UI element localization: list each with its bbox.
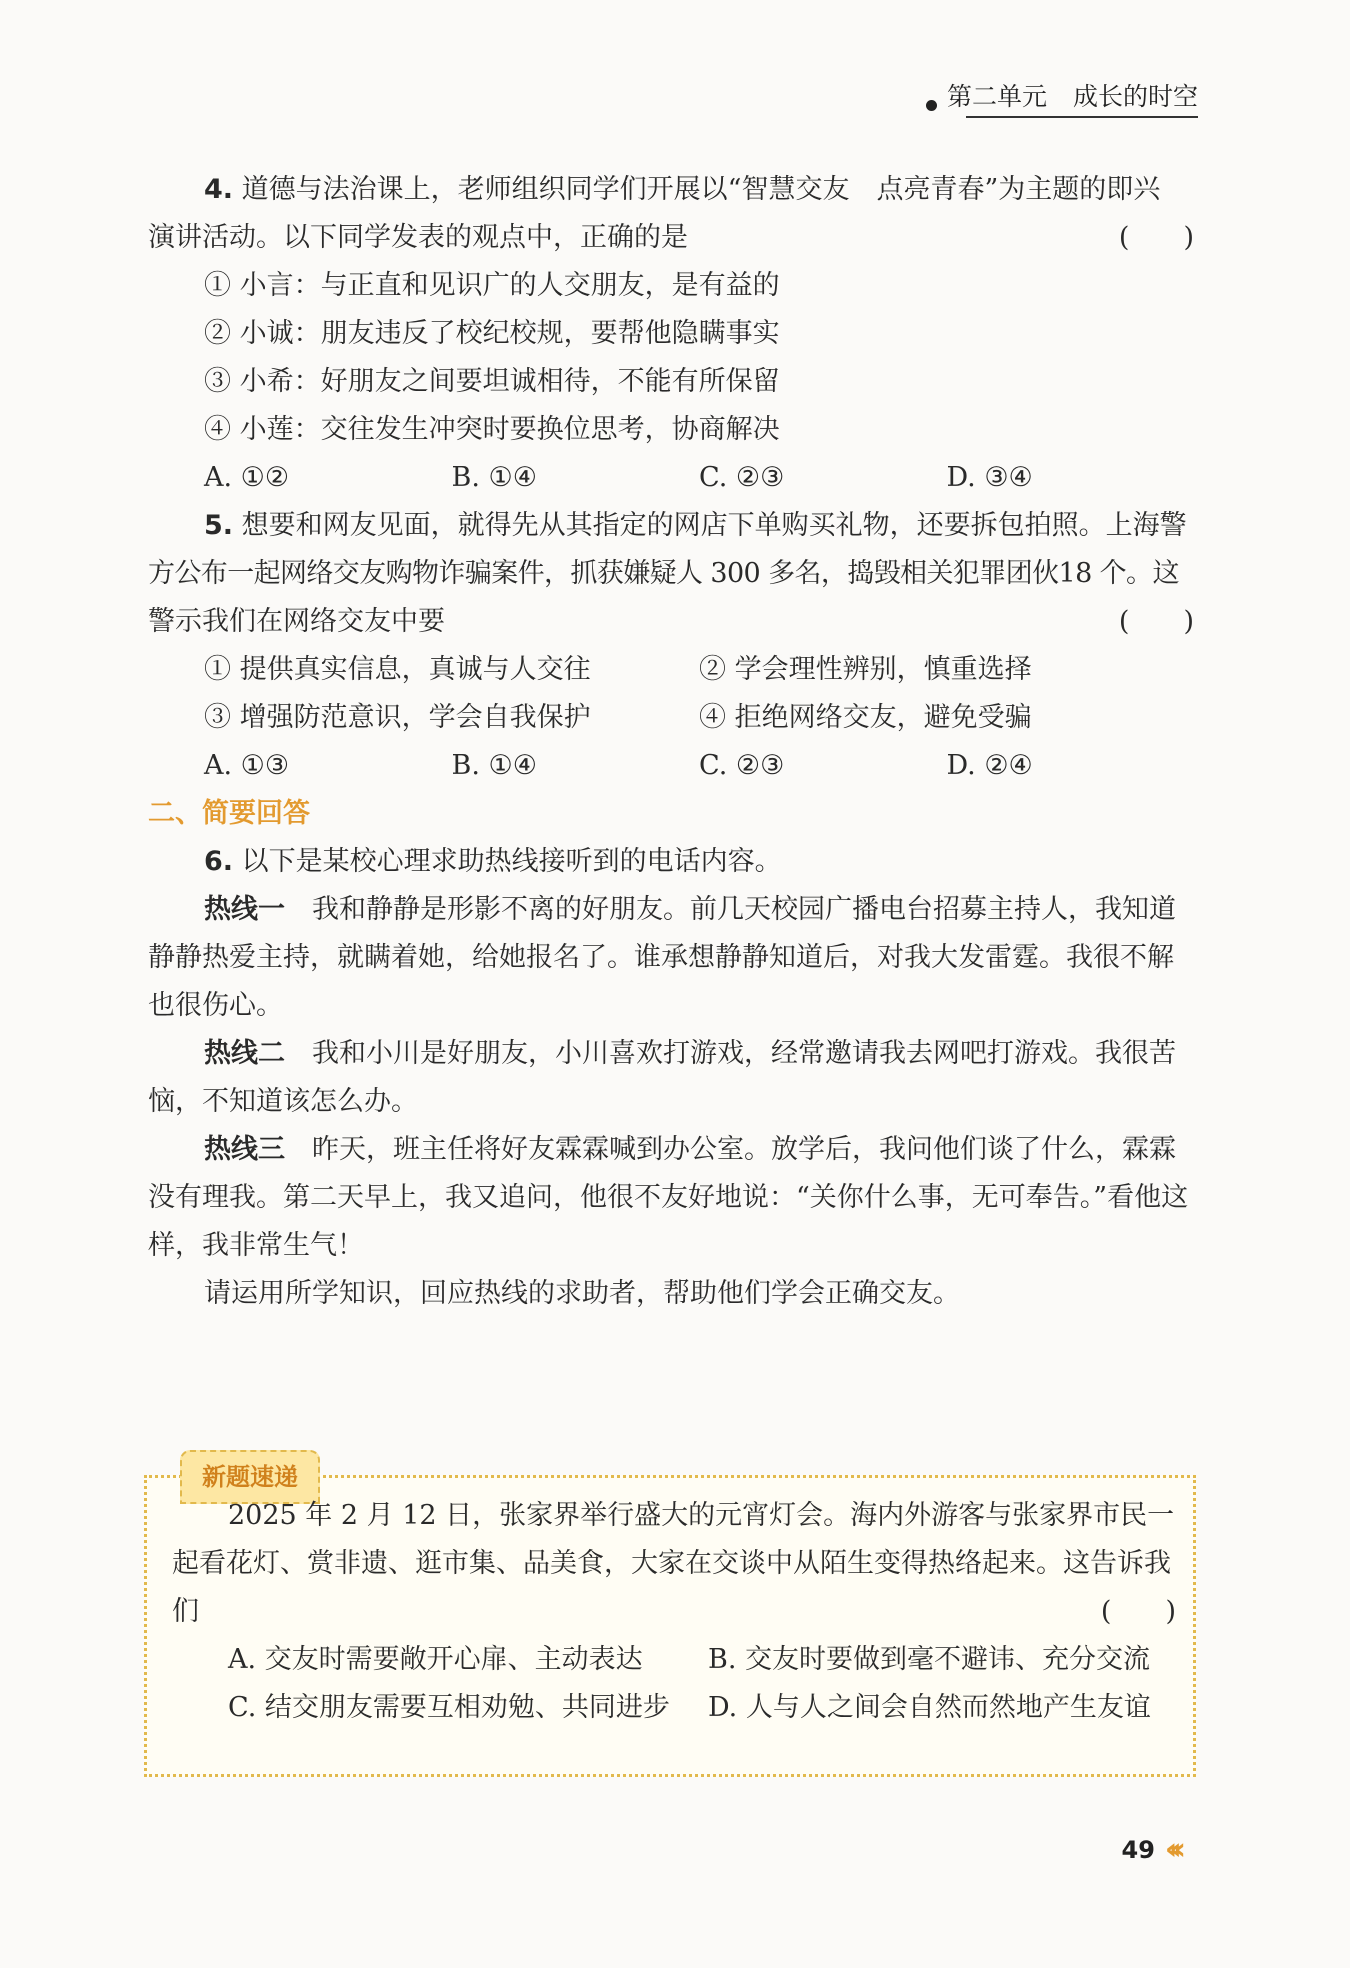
news-stem (172, 1492, 1176, 1636)
q4-number: 4. (204, 174, 234, 205)
q5-stem-text3: 警示我们在网络交友中要 (148, 606, 445, 637)
main-content (148, 166, 1194, 1318)
news-answer-paren[interactable]: ( ) (1100, 1596, 1176, 1627)
q4-option-c[interactable]: C. ②③ (699, 462, 785, 493)
news-option-a[interactable]: A. 交友时需要敞开心扉、主动表达 (228, 1644, 643, 1675)
q5-items-row1 (148, 646, 1194, 694)
q5-answer-paren[interactable]: ( ) (1118, 606, 1194, 637)
q5-option-a[interactable]: A. ①③ (204, 750, 290, 781)
q4-option-b[interactable]: B. ①④ (451, 462, 537, 493)
q5-item: ④ 拒绝网络交友，避免受骗 (699, 702, 1032, 733)
section-title: 二、简要回答 (148, 798, 310, 829)
hotline-text: 昨天，班主任将好友霖霖喊到办公室。放学后，我问他们谈了什么，霖霖没有理我。第二天早上，我又追问，他很不友好地说：“关你什么事，无可奉告。”看他这样，我非常生气！ (148, 1134, 1189, 1261)
q5-options (148, 742, 1194, 790)
q5-item: ③ 增强防范意识，学会自我保护 (204, 702, 591, 733)
page-number-text: 49 (1121, 1835, 1155, 1864)
hotline-paragraph (148, 1030, 1194, 1126)
q4-answer-paren[interactable]: ( ) (1118, 222, 1194, 253)
q5-stem-text1: 想要和网友见面，就得先从其指定的网店下单购买礼物，还要拆包拍照。上海警 (241, 510, 1187, 541)
news-options-row2 (172, 1684, 1176, 1732)
q6-number: 6. (204, 846, 234, 877)
q5-items-row2 (148, 694, 1194, 742)
q4-stem-text2: 演讲活动。以下同学发表的观点中，正确的是 (148, 222, 688, 253)
q4-option-a[interactable]: A. ①② (204, 462, 290, 493)
q5-stem-line3 (148, 598, 1194, 646)
hotline-label: 热线一 (204, 894, 285, 925)
q6-question: 请运用所学知识，回应热线的求助者，帮助他们学会正确交友。 (204, 1278, 960, 1309)
news-stem-text: 2025 年 2 月 12 日，张家界举行盛大的元宵灯会。海内外游客与张家界市民一起看花灯、赏非遗、逛市集、品美食，大家在交谈中从陌生变得热络起来。这告诉我们 (172, 1500, 1175, 1627)
hotline-text: 我和小川是好朋友，小川喜欢打游戏，经常邀请我去网吧打游戏。我很苦恼，不知道该怎么办。 (148, 1038, 1176, 1117)
q4-item: ② 小诚：朋友违反了校纪校规，要帮他隐瞒事实 (204, 318, 780, 349)
q5-option-c[interactable]: C. ②③ (699, 750, 785, 781)
page-number (1122, 1832, 1179, 1867)
hotline-label: 热线三 (204, 1134, 285, 1165)
news-option-d[interactable]: D. 人与人之间会自然而然地产生友谊 (708, 1692, 1151, 1723)
hotline-label: 热线二 (204, 1038, 285, 1069)
bullet-dot-icon (926, 100, 937, 111)
hotline-paragraph (148, 1126, 1194, 1270)
q5-option-d[interactable]: D. ②④ (946, 750, 1033, 781)
q4-stem-line2 (148, 214, 1194, 262)
q4-item: ① 小言：与正直和见识广的人交朋友，是有益的 (204, 270, 780, 301)
q4-options (148, 454, 1194, 502)
unit-title: 成长的时空 (1072, 82, 1198, 111)
q4-item: ④ 小莲：交往发生冲突时要换位思考，协商解决 (204, 414, 780, 445)
q5-stem-line1 (148, 502, 1194, 550)
hotline-paragraph (148, 886, 1194, 1030)
q5-item: ② 学会理性辨别，慎重选择 (699, 654, 1032, 685)
news-option-c[interactable]: C. 结交朋友需要互相劝勉、共同进步 (228, 1692, 670, 1723)
q6-stem-text: 以下是某校心理求助热线接听到的电话内容。 (241, 846, 782, 877)
news-options-row1 (172, 1636, 1176, 1684)
running-header (946, 76, 1198, 118)
q5-number: 5. (204, 510, 234, 541)
q4-item: ③ 小希：好朋友之间要坦诚相待，不能有所保留 (204, 366, 780, 397)
q6-stem (148, 838, 1194, 886)
hotline-text: 我和静静是形影不离的好朋友。前几天校园广播电台招募主持人，我知道静静热爱主持，就瞒着她，给她报名了。谁承想静静知道后，对我大发雷霆。我很不解也很伤心。 (148, 894, 1176, 1021)
q5-item: ① 提供真实信息，真诚与人交往 (204, 654, 591, 685)
q4-option-d[interactable]: D. ③④ (946, 462, 1033, 493)
chevrons-left-icon: ‹‹‹ (1164, 1832, 1178, 1867)
q4-stem-text1: 道德与法治课上，老师组织同学们开展以“智慧交友 点亮青春”为主题的即兴 (241, 174, 1161, 205)
news-option-b[interactable]: B. 交友时要做到毫不避讳、充分交流 (708, 1644, 1151, 1675)
unit-label: 第二单元 (946, 82, 1047, 111)
q4-stem-line1 (148, 166, 1194, 214)
q5-option-b[interactable]: B. ①④ (451, 750, 537, 781)
q5-stem-line2: 方公布一起网络交友购物诈骗案件，抓获嫌疑人 300 多名，捣毁相关犯罪团伙18 个。这 (148, 558, 1179, 589)
news-tag: 新题速递 (180, 1450, 320, 1504)
news-content (172, 1492, 1176, 1732)
